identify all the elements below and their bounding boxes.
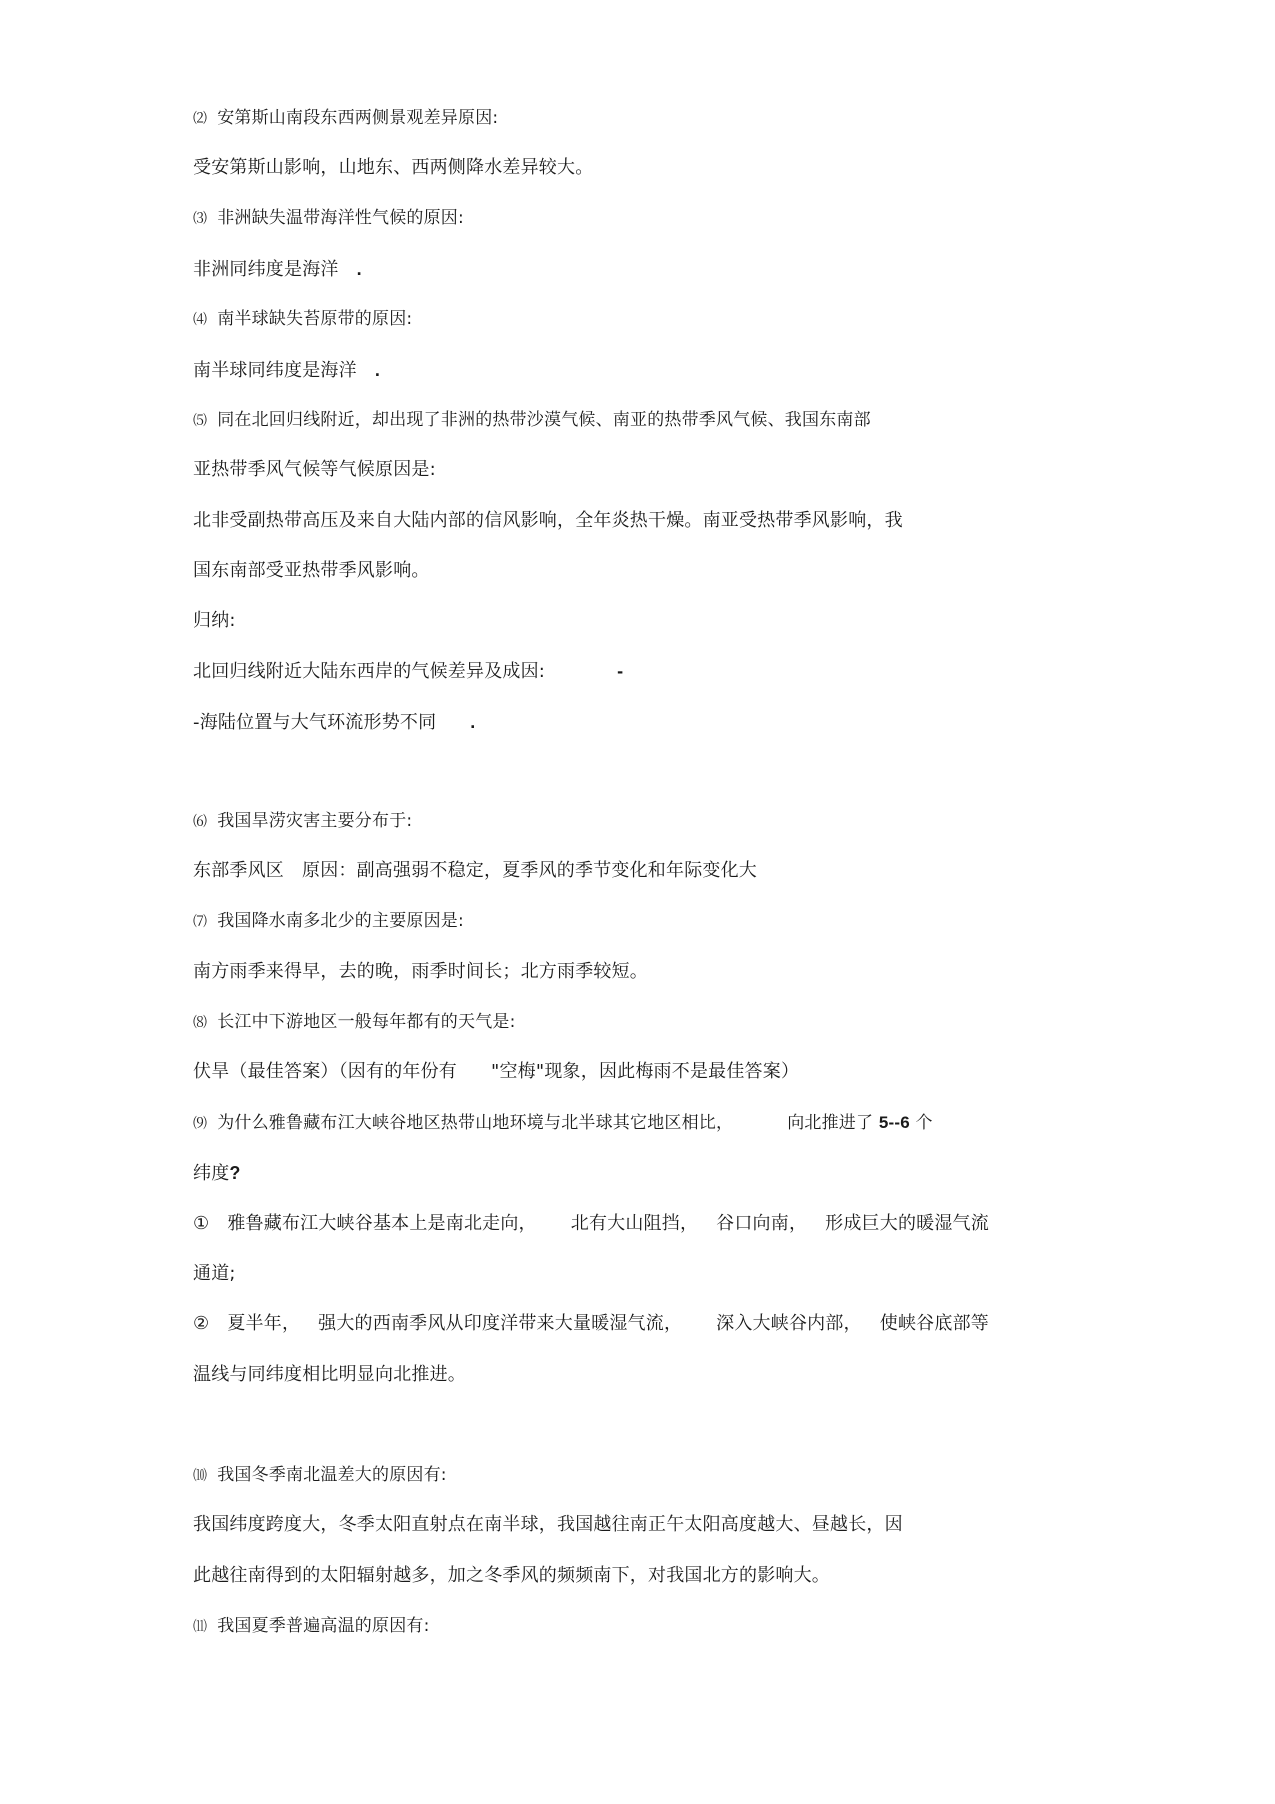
answer-9-point-1 xyxy=(193,1212,989,1236)
question-mark: ? xyxy=(229,1163,241,1183)
answer-text: 受安第斯山影响，山地东、西两侧降水差异较大。 xyxy=(193,157,594,178)
question-6 xyxy=(193,809,412,834)
question-9-continued xyxy=(193,1161,241,1186)
question-text: 我国降水南多北少的主要原因是: xyxy=(217,911,464,931)
item-number: ⑵ xyxy=(193,111,208,127)
answer-text-2: 强大的西南季风从印度洋带来大量暖湿气流， xyxy=(318,1313,683,1334)
answer-5-line-2 xyxy=(193,559,430,583)
question-9 xyxy=(193,1111,933,1136)
answer-5-line-1 xyxy=(193,509,903,533)
question-5 xyxy=(193,408,871,433)
answer-10-line-2 xyxy=(193,1564,830,1588)
item-number: ⑺ xyxy=(193,914,208,930)
answer-reason: 原因：副高强弱不稳定，夏季风的季节变化和年际变化大 xyxy=(302,860,757,881)
point-marker: ② xyxy=(193,1313,210,1334)
answer-text-4: 形成巨大的暖湿气流 xyxy=(825,1213,989,1234)
degree-range: 5--6 xyxy=(878,1113,910,1132)
question-text: 同在北回归线附近，却出现了非洲的热带沙漠气候、南亚的热带季风气候、我国东南部 xyxy=(217,410,871,430)
answer-text: 南半球同纬度是海洋 xyxy=(193,360,357,381)
question-text: 长江中下游地区一般每年都有的天气是: xyxy=(217,1012,516,1032)
answer-tail: . xyxy=(374,360,381,380)
item-number: ⑻ xyxy=(193,1015,208,1031)
question-11 xyxy=(193,1614,430,1639)
answer-text-3: 谷口向南， xyxy=(716,1213,808,1234)
question-text: 我国旱涝灾害主要分布于: xyxy=(217,811,413,831)
summary-text: 北回归线附近大陆东西岸的气候差异及成因: xyxy=(193,661,546,682)
item-number: ⑸ xyxy=(193,413,208,429)
question-text-3: 个 xyxy=(915,1113,933,1133)
summary-heading xyxy=(193,609,236,633)
answer-9-point-2-continued xyxy=(193,1363,466,1387)
question-text: 南半球缺失苔原带的原因: xyxy=(217,309,413,329)
point-marker: ① xyxy=(193,1213,210,1234)
answer-6 xyxy=(193,859,757,883)
question-text: 我国夏季普遍高温的原因有: xyxy=(217,1616,430,1636)
question-text: 纬度 xyxy=(193,1163,230,1184)
answer-text: 我国纬度跨度大，冬季太阳直射点在南半球，我国越往南正午太阳高度越大、昼越长，因 xyxy=(193,1514,903,1535)
question-text: 非洲缺失温带海洋性气候的原因: xyxy=(217,208,464,228)
summary-label: 归纳: xyxy=(193,610,236,631)
answer-text: 温线与同纬度相比明显向北推进。 xyxy=(193,1364,466,1385)
summary-tail: . xyxy=(470,712,476,732)
answer-text: 通道; xyxy=(193,1263,236,1284)
question-4 xyxy=(193,307,412,332)
item-number: ⑼ xyxy=(193,1116,208,1132)
answer-text-3: 深入大峡谷内部， xyxy=(716,1313,862,1334)
answer-10-line-1 xyxy=(193,1513,903,1537)
summary-tail: - xyxy=(617,661,624,681)
answer-text: 夏半年， xyxy=(227,1313,301,1334)
answer-text: 此越往南得到的太阳辐射越多，加之冬季风的频频南下，对我国北方的影响大。 xyxy=(193,1565,830,1586)
answer-3 xyxy=(193,257,362,282)
summary-line-2 xyxy=(193,710,476,735)
answer-text: 雅鲁藏布江大峡谷基本上是南北走向， xyxy=(227,1213,537,1234)
question-text: 安第斯山南段东西两侧景观差异原因: xyxy=(217,108,499,128)
answer-2 xyxy=(193,156,593,180)
question-10 xyxy=(193,1463,447,1488)
question-5-continued xyxy=(193,458,436,482)
question-8 xyxy=(193,1010,516,1035)
answer-text: 非洲同纬度是海洋 xyxy=(193,259,339,280)
answer-4 xyxy=(193,358,380,383)
answer-8 xyxy=(193,1060,799,1084)
question-text: 我国冬季南北温差大的原因有: xyxy=(217,1465,447,1485)
answer-text: 北非受副热带高压及来自大陆内部的信风影响，全年炎热干燥。南亚受热带季风影响，我 xyxy=(193,510,903,531)
question-text: 为什么雅鲁藏布江大峡谷地区热带山地环境与北半球其它地区相比， xyxy=(217,1113,734,1133)
item-number: ⑷ xyxy=(193,312,208,328)
answer-text: 国东南部受亚热带季风影响。 xyxy=(193,560,430,581)
item-number: ⑽ xyxy=(193,1468,208,1484)
item-number: ⑾ xyxy=(193,1619,208,1635)
question-2 xyxy=(193,106,498,131)
question-3 xyxy=(193,206,464,231)
answer-text: 南方雨季来得早，去的晚，雨季时间长；北方雨季较短。 xyxy=(193,961,648,982)
item-number: ⑶ xyxy=(193,211,208,227)
answer-tail: . xyxy=(356,259,362,279)
answer-text-4: 使峡谷底部等 xyxy=(879,1313,989,1334)
item-number: ⑹ xyxy=(193,814,208,830)
question-text-2: 向北推进了 xyxy=(787,1113,874,1133)
summary-line-1 xyxy=(193,659,623,684)
answer-7 xyxy=(193,960,648,984)
question-text: 亚热带季风气候等气候原因是: xyxy=(193,459,436,480)
summary-text: -海陆位置与大气环流形势不同 xyxy=(193,712,437,733)
question-7 xyxy=(193,909,464,934)
answer-text: 伏旱（最佳答案）（因有的年份有 xyxy=(193,1061,457,1082)
answer-9-point-2 xyxy=(193,1312,989,1336)
answer-text-2: 北有大山阻挡， xyxy=(570,1213,699,1234)
answer-text: 东部季风区 xyxy=(193,860,284,881)
answer-note: "空梅"现象，因此梅雨不是最佳答案） xyxy=(491,1061,800,1082)
answer-9-point-1-continued xyxy=(193,1262,236,1286)
